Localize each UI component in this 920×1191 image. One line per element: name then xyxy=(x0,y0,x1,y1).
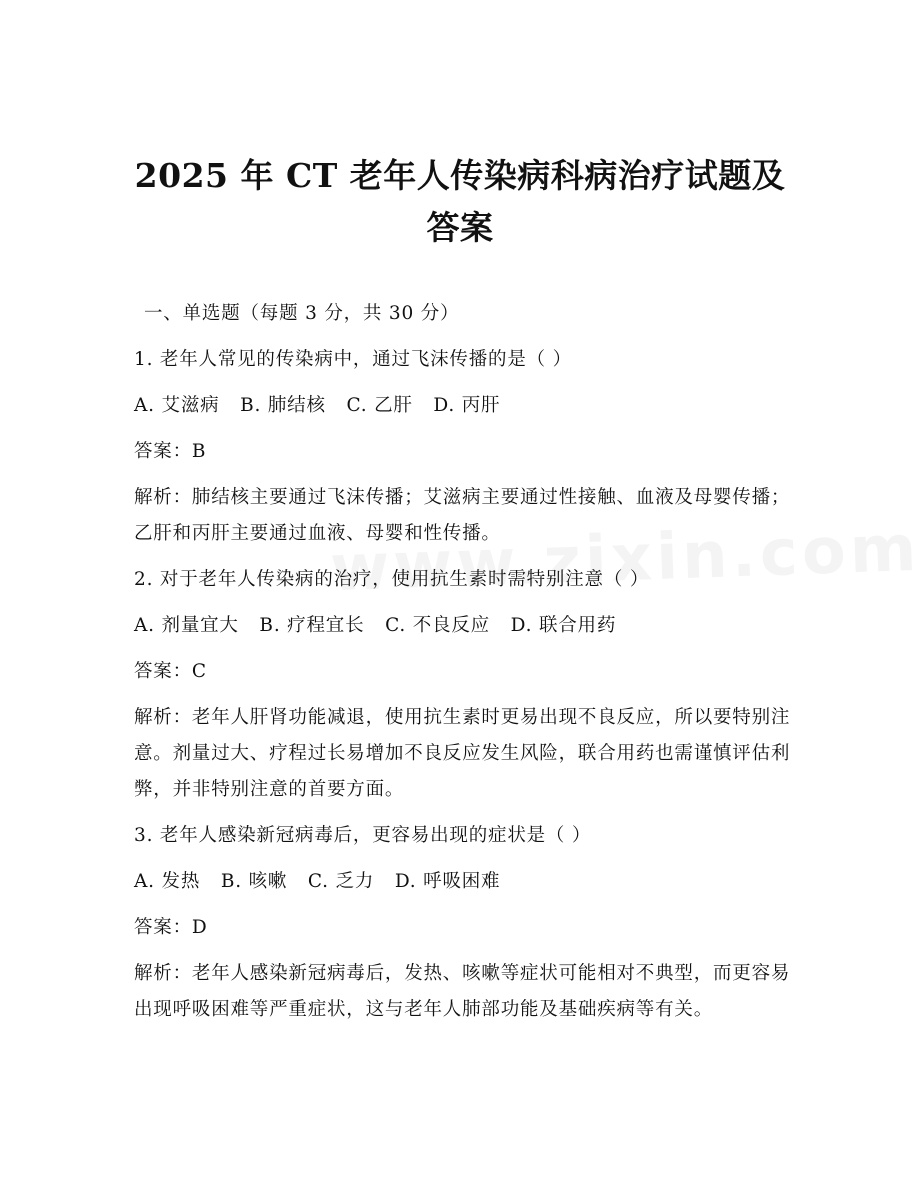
question-3 xyxy=(134,818,794,1028)
question-stem: 2. 对于老年人传染病的治疗，使用抗生素时需特别注意（ ） xyxy=(134,569,650,590)
question-answer: 答案：C xyxy=(134,661,207,682)
option-a: A. 发热 xyxy=(134,871,201,892)
question-options xyxy=(134,864,794,900)
option-b: B. 咳嗽 xyxy=(220,871,288,892)
option-c: C. 不良反应 xyxy=(385,615,490,636)
option-b: B. 疗程宜长 xyxy=(259,615,365,636)
question-answer: 答案：D xyxy=(134,917,208,938)
option-d: D. 丙肝 xyxy=(433,395,501,416)
question-answer: 答案：B xyxy=(134,441,207,462)
option-a: A. 剂量宜大 xyxy=(134,615,239,636)
option-d: D. 呼吸困难 xyxy=(394,871,501,892)
document-body xyxy=(134,296,794,1038)
question-2 xyxy=(134,562,794,808)
question-analysis: 解析：老年人感染新冠病毒后，发热、咳嗽等症状可能相对不典型，而更容易出现呼吸困难等严重症状，这与老年人肺部功能及基础疾病等有关。 xyxy=(134,963,791,1020)
question-1 xyxy=(134,342,794,552)
question-stem: 3. 老年人感染新冠病毒后，更容易出现的症状是（ ） xyxy=(134,825,592,846)
question-options xyxy=(134,388,794,424)
option-b: B. 肺结核 xyxy=(240,395,326,416)
option-a: A. 艾滋病 xyxy=(134,395,220,416)
question-options xyxy=(134,608,794,644)
option-c: C. 乙肝 xyxy=(346,395,413,416)
section-heading: 一、单选题（每题 3 分，共 30 分） xyxy=(144,303,460,324)
option-d: D. 联合用药 xyxy=(510,615,617,636)
question-stem: 1. 老年人常见的传染病中，通过飞沫传播的是（ ） xyxy=(134,349,572,370)
option-c: C. 乏力 xyxy=(307,871,375,892)
document-title: 2025 年 CT 老年人传染病科病治疗试题及答案 xyxy=(134,156,786,247)
question-analysis: 解析：肺结核主要通过飞沫传播；艾滋病主要通过性接触、血液及母婴传播；乙肝和丙肝主要通过血液、母婴和性传播。 xyxy=(134,487,791,544)
question-analysis: 解析：老年人肝肾功能减退，使用抗生素时更易出现不良反应，所以要特别注意。剂量过大、疗程过长易增加不良反应发生风险，联合用药也需谨慎评估利弊，并非特别注意的首要方面。 xyxy=(134,707,791,800)
